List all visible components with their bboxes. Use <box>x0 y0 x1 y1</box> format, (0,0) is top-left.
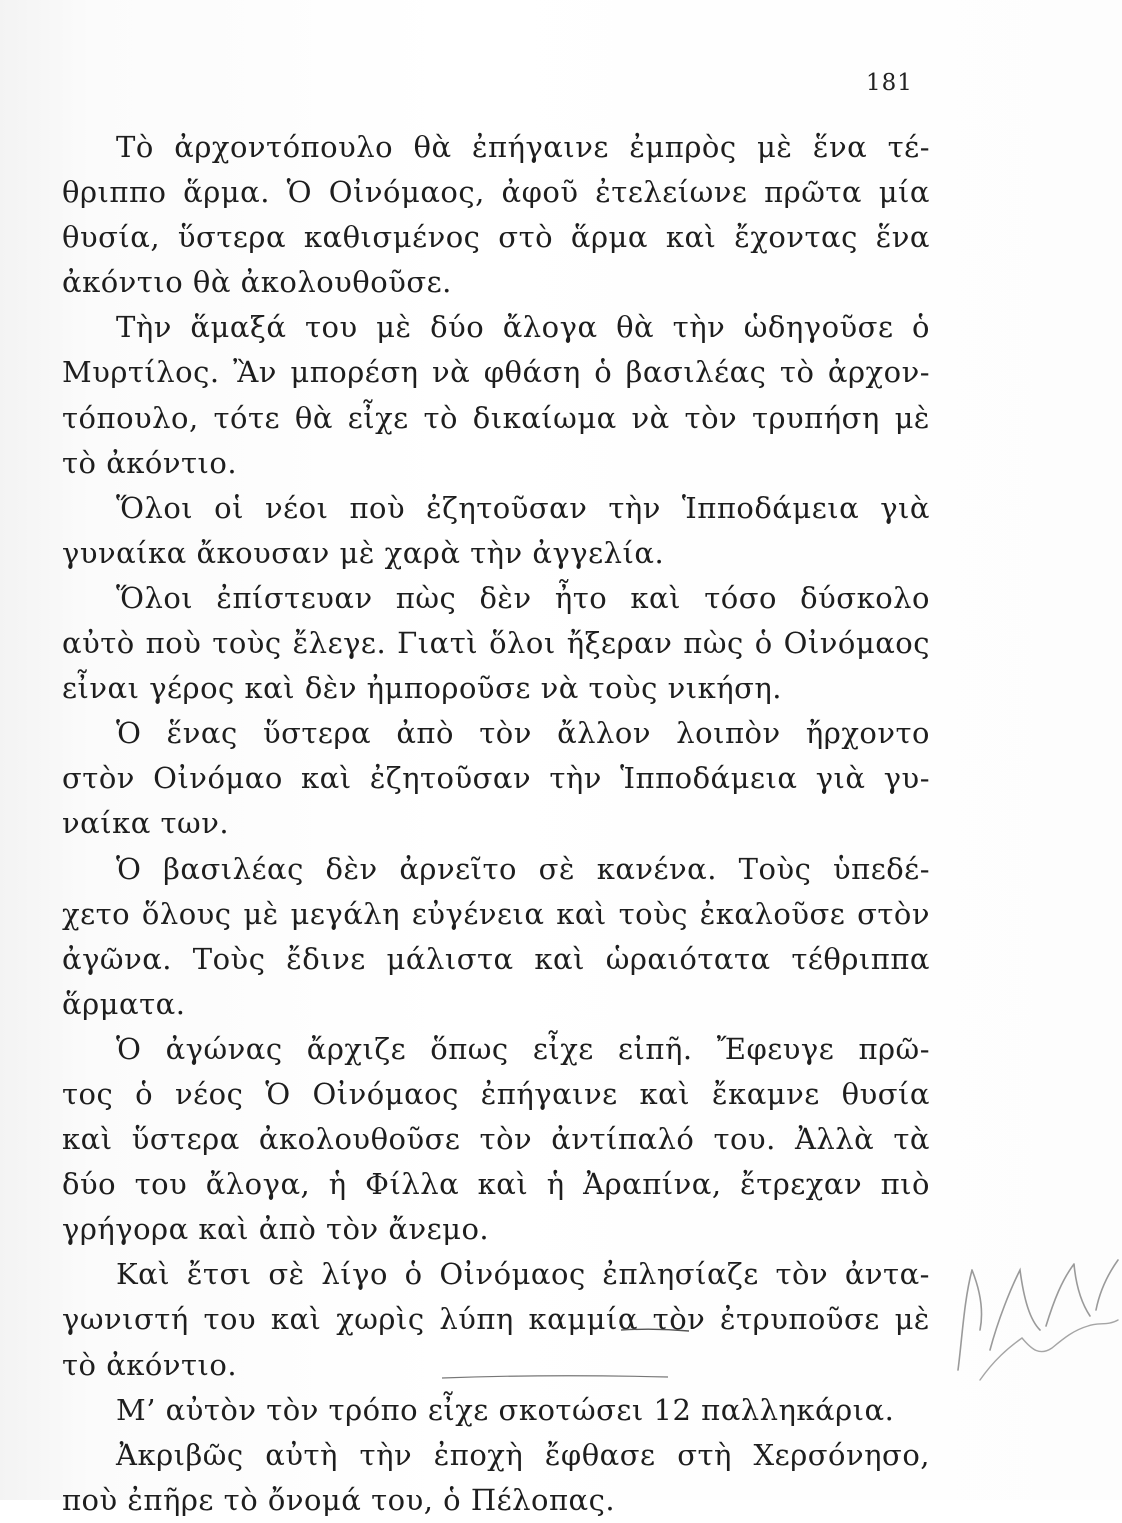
text-line: Ὁ ἀγώνας ἄρχιζε ὅπως εἶχε εἰπῆ. Ἔφευγε πρῶ- <box>116 1031 930 1066</box>
text-line: θυσία, ὕστερα καθισμένος στὸ ἅρμα καὶ ἔχοντας ἕνα <box>62 220 930 255</box>
text-line: χετο ὅλους μὲ μεγάλη εὐγένεια καὶ τοὺς ἐκαλοῦσε στὸν <box>62 896 930 931</box>
pencil-line <box>440 1372 670 1382</box>
text-line: ποὺ ἐπῆρε τὸ ὄνομά του, ὁ Πέλοπας. <box>62 1482 616 1517</box>
text-line: Ὅλοι ἐπίστευαν πὼς δὲν ἦτο καὶ τόσο δύσκολο <box>116 580 930 615</box>
text-line: αὐτὸ ποὺ τοὺς ἔλεγε. Γιατὶ ὅλοι ἤξεραν πὼς ὁ Οἰνόμαος <box>62 626 930 661</box>
text-line: ἀκόντιο θὰ ἀκολουθοῦσε. <box>62 265 452 300</box>
page-number: 181 <box>866 70 913 96</box>
text-line: τος ὁ νέος Ὁ Οἰνόμαος ἐπήγαινε καὶ ἔκαμνε θυσία <box>62 1076 930 1111</box>
text-line: εἶναι γέρος καὶ δὲν ἠμποροῦσε νὰ τοὺς νικήση. <box>62 671 783 706</box>
handwritten-margin-note <box>950 1230 1122 1390</box>
text-line: Μ’ αὐτὸν τὸν τρόπο εἶχε σκοτώσει 12 παλληκάρια. <box>116 1392 895 1427</box>
body-text <box>62 125 930 1523</box>
text-line: Ὁ ἕνας ὕστερα ἀπὸ τὸν ἄλλον λοιπὸν ἤρχοντο <box>116 716 930 751</box>
text-line: Ὅλοι οἱ νέοι ποὺ ἐζητοῦσαν τὴν Ἱπποδάμεια γιὰ <box>116 490 930 525</box>
text-line: Ἀκριβῶς αὐτὴ τὴν ἐποχὴ ἔφθασε στὴ Χερσόνησο, <box>116 1437 930 1472</box>
text-line: γωνιστή του καὶ χωρὶς λύπη καμμία τὸν ἐτρυποῦσε μὲ <box>62 1302 930 1337</box>
text-line: τὸ ἀκόντιο. <box>62 1347 238 1382</box>
text-line: τόπουλο, τότε θὰ εἶχε τὸ δικαίωμα νὰ τὸν τρυπήση μὲ <box>62 400 930 435</box>
text-line: ναίκα των. <box>62 806 230 841</box>
text-line: Τὸ ἀρχοντόπουλο θὰ ἐπήγαινε ἐμπρὸς μὲ ἕνα τέ- <box>116 130 930 164</box>
text-line: καὶ ὕστερα ἀκολουθοῦσε τὸν ἀντίπαλό του. Ἀλλὰ τὰ <box>62 1122 930 1157</box>
text-line: γρήγορα καὶ ἀπὸ τὸν ἄνεμο. <box>62 1212 490 1247</box>
text-line: ἀγῶνα. Τοὺς ἔδινε μάλιστα καὶ ὡραιότατα τέθριππα <box>62 941 930 976</box>
text-line: στὸν Οἰνόμαο καὶ ἐζητοῦσαν τὴν Ἱπποδάμεια γιὰ γυ- <box>62 761 930 796</box>
text-line: Τὴν ἅμαξά του μὲ δύο ἄλογα θὰ τὴν ὡδηγοῦσε ὁ <box>116 310 930 345</box>
pencil-underline <box>620 1327 690 1333</box>
text-line: τὸ ἀκόντιο. <box>62 445 238 480</box>
text-line: ἅρματα. <box>62 986 186 1021</box>
text-line: γυναίκα ἄκουσαν μὲ χαρὰ τὴν ἀγγελία. <box>62 535 665 570</box>
text-line: δύο του ἄλογα, ἡ Φίλλα καὶ ἡ Ἀραπίνα, ἔτρεχαν πιὸ <box>62 1167 930 1202</box>
text-line: Καὶ ἔτσι σὲ λίγο ὁ Οἰνόμαος ἐπλησίαζε τὸν ἀντα- <box>116 1257 930 1292</box>
text-line: Ὁ βασιλέας δὲν ἀρνεῖτο σὲ κανένα. Τοὺς ὑπεδέ- <box>116 851 930 886</box>
text-line: Μυρτίλος. Ἂν μπορέση νὰ φθάση ὁ βασιλέας τὸ ἀρχον- <box>62 355 930 390</box>
text-line: θριππο ἅρμα. Ὁ Οἰνόμαος, ἀφοῦ ἐτελείωνε πρῶτα μία <box>62 175 930 210</box>
